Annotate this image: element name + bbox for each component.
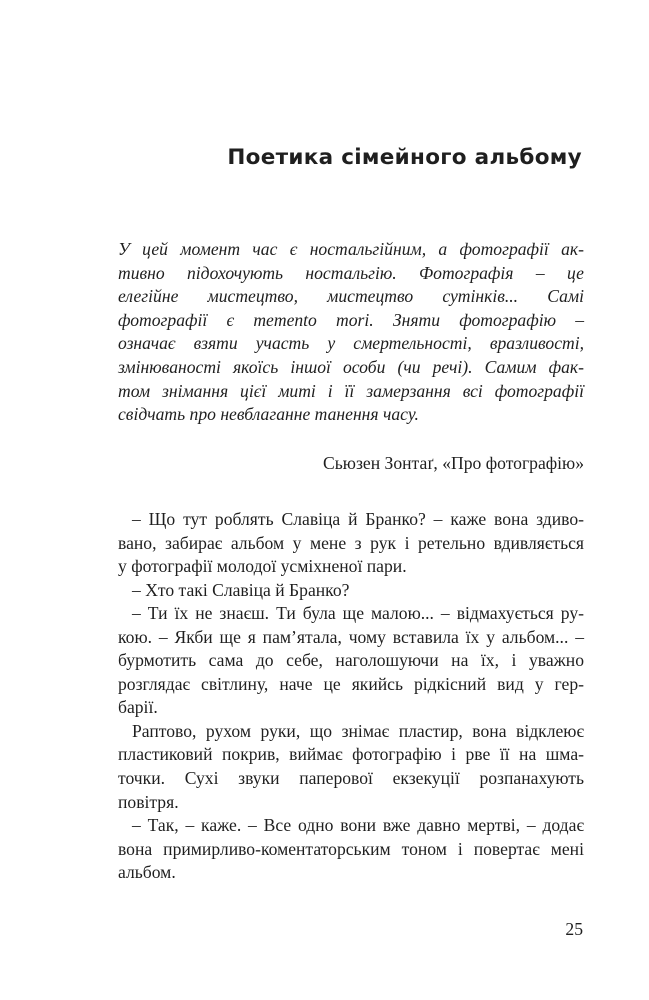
body-line: вано, забирає альбом у мене з рук і ретельно вдивляється: [118, 532, 584, 553]
body-line: пластиковий покрив, виймає фотографію і рве її на шма-: [118, 744, 584, 765]
body-line: вона примирливо-коментаторським тоном і повертає мені: [118, 838, 584, 859]
epigraph-line: означає взяти участь у смертельності, вразливості,: [118, 333, 584, 354]
epigraph-line: свідчать про невблаганне танення часу.: [118, 404, 419, 425]
body-line: – Так, – каже. – Все одно вони вже давно мертві, – додає: [132, 815, 584, 836]
body-line: – Ти їх не знаєш. Ти була ще малою... – відмахується ру-: [132, 603, 584, 624]
body-line: – Хто такі Славіца й Бранко?: [132, 579, 350, 600]
page-title: Поетика сімейного альбому: [227, 145, 582, 170]
body-line: точки. Сухі звуки паперової екзекуції розпанахують: [118, 768, 584, 789]
body-line: – Що тут роблять Славіца й Бранко? – каже вона здиво-: [132, 509, 584, 529]
body-line: кою. – Якби ще я пам’ятала, чому вставила їх у альбом... –: [118, 626, 584, 647]
epigraph-line: елегійне мистецтво, мистецтво сутінків... Самі: [118, 286, 584, 307]
body-line: барії.: [118, 697, 158, 718]
epigraph-line: У цей момент час є ностальгійним, а фотографії ак-: [118, 239, 584, 259]
epigraph-line: змінюваності якоїсь іншої особи (чи речі). Самим фак-: [118, 356, 584, 377]
body-line: у фотографії молодої усміхненої пари.: [118, 556, 407, 577]
epigraph-attribution: Сьюзен Зонтаґ, «Про фотографію»: [323, 453, 584, 473]
page-number: 25: [565, 919, 583, 939]
body-line: бурмотить сама до себе, наголошуючи на їх, і уважно: [118, 650, 584, 671]
body-line: Раптово, рухом руки, що знімає пластир, вона відклеює: [132, 720, 584, 741]
body-line: повітря.: [118, 791, 179, 812]
epigraph-line: тивно підохочують ностальгію. Фотографія – це: [118, 262, 584, 283]
body-text: [118, 508, 584, 885]
epigraph: [118, 238, 584, 427]
epigraph-line: том знімання цієї миті і її замерзання всі фотографії: [118, 380, 584, 401]
body-line: альбом.: [118, 862, 176, 883]
epigraph-line: фотографії є memento mori. Зняти фотографію –: [118, 309, 584, 330]
body-line: розглядає світлину, наче це якийсь рідкісний вид у гер-: [118, 673, 584, 694]
